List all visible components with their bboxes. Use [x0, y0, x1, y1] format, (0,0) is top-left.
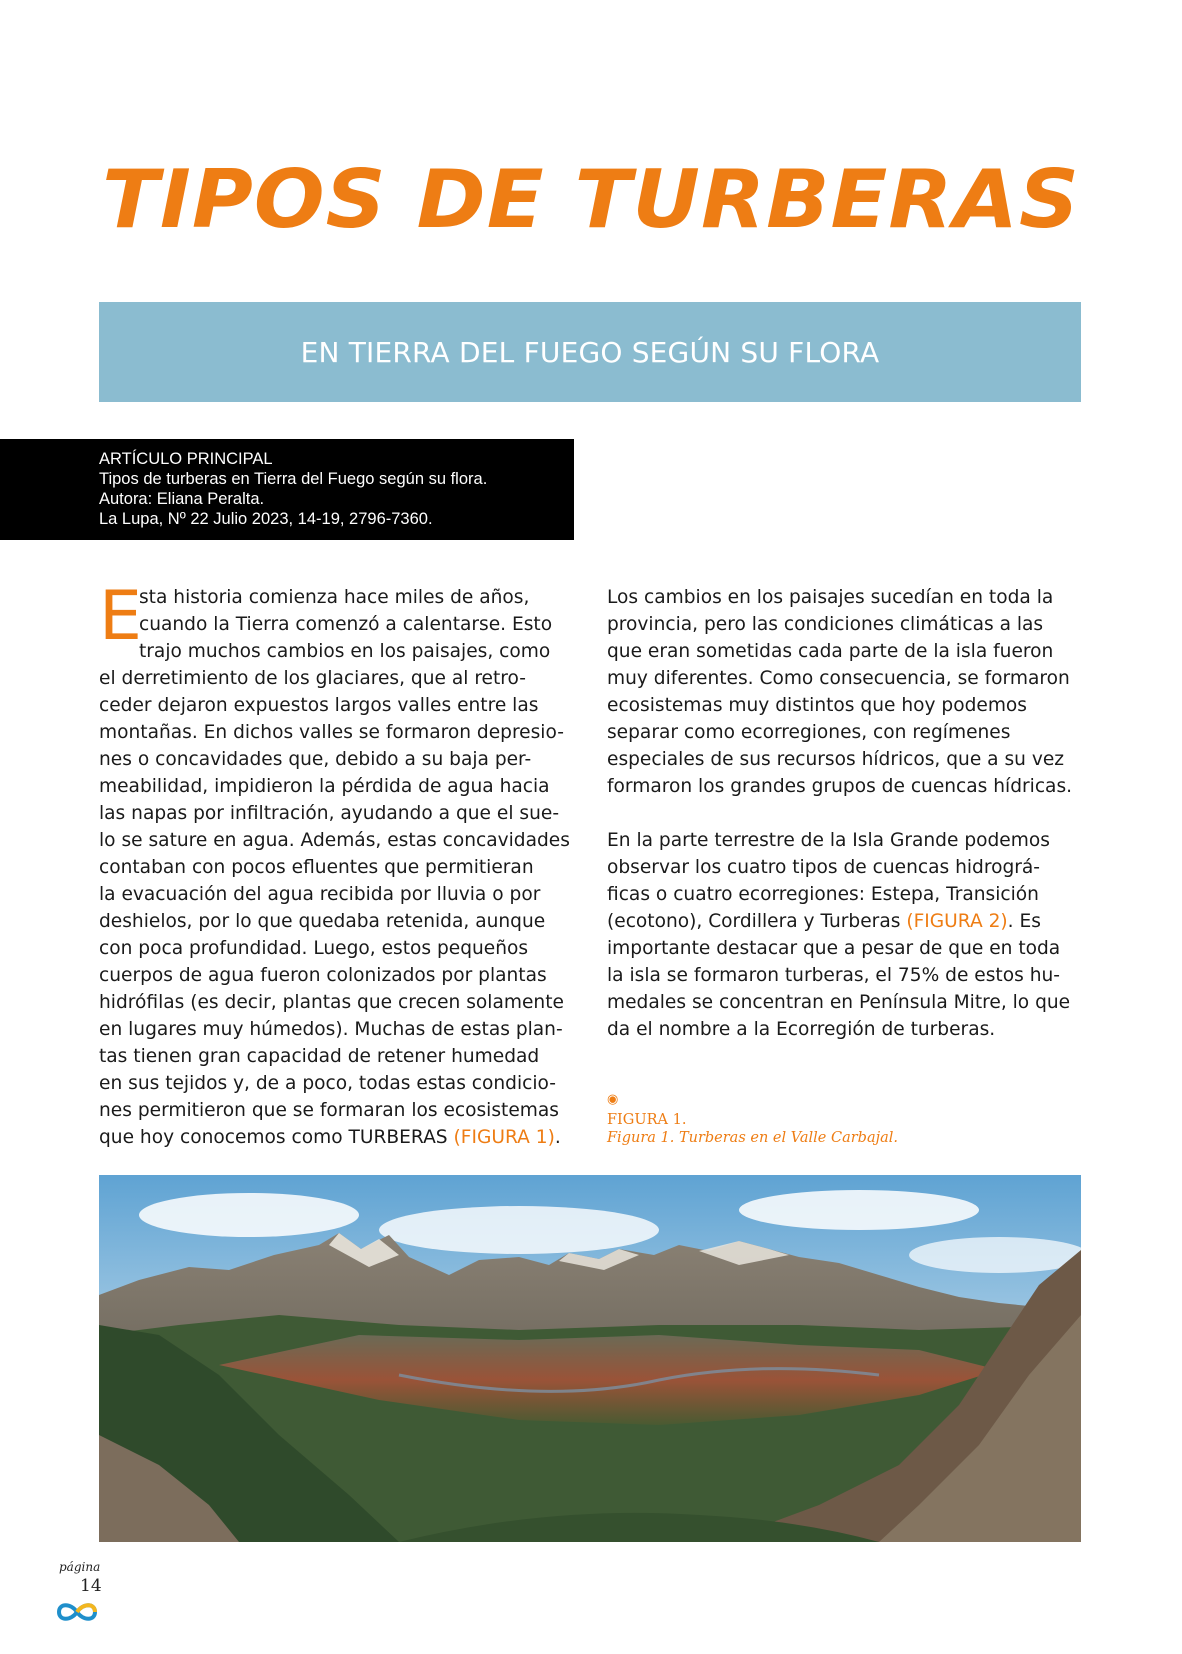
- body-line: ficas o cuatro ecorregiones: Estepa, Transición: [607, 884, 1039, 905]
- body-line: cuerpos de agua fueron colonizados por plantas: [99, 965, 547, 986]
- body-line: da el nombre a la Ecorregión de turberas.: [607, 1019, 996, 1040]
- body-text: .: [554, 1127, 561, 1148]
- body-line: hidrófilas (es decir, plantas que crecen solamente: [99, 992, 564, 1013]
- body-line: muy diferentes. Como consecuencia, se formaron: [607, 668, 1070, 689]
- body-line: nes permitieron que se formaran los ecosistemas: [99, 1100, 559, 1121]
- body-paragraph: [607, 827, 1077, 1043]
- body-line: En la parte terrestre de la Isla Grande podemos: [607, 830, 1050, 851]
- drop-cap: E: [99, 577, 142, 656]
- body-line: trajo muchos cambios en los paisajes, como: [139, 641, 551, 662]
- body-line: nes o concavidades que, debido a su baja per-: [99, 749, 532, 770]
- body-line: sta historia comienza hace miles de años,: [139, 587, 530, 608]
- footer-page-label: página: [59, 1560, 101, 1574]
- body-line: contaban con pocos efluentes que permitieran: [99, 857, 534, 878]
- page-number: 14: [80, 1576, 102, 1596]
- body-line: que eran sometidas cada parte de la isla fueron: [607, 641, 1054, 662]
- infinity-logo-icon: [55, 1601, 99, 1623]
- body-text: (ecotono), Cordillera y Turberas: [607, 911, 907, 932]
- body-text: que hoy conocemos como TURBERAS: [99, 1127, 454, 1148]
- body-line: provincia, pero las condiciones climáticas a las: [607, 614, 1044, 635]
- landscape-photo: [99, 1175, 1081, 1542]
- body-line: montañas. En dichos valles se formaron depresio-: [99, 722, 564, 743]
- body-line: medales se concentran en Península Mitre, lo que: [607, 992, 1071, 1013]
- body-line: deshielos, por lo que quedaba retenida, aunque: [99, 911, 546, 932]
- body-line: tas tienen gran capacidad de retener humedad: [99, 1046, 540, 1067]
- body-line: lo se sature en agua. Además, estas concavidades: [99, 830, 570, 851]
- body-line: ecosistemas muy distintos que hoy podemos: [607, 695, 1027, 716]
- body-line: la isla se formaron turberas, el 75% de estos hu-: [607, 965, 1060, 986]
- body-line: ceder dejaron expuestos largos valles entre las: [99, 695, 539, 716]
- body-line: con poca profundidad. Luego, estos pequeños: [99, 938, 529, 959]
- body-line: en lugares muy húmedos). Muchas de estas plan-: [99, 1019, 563, 1040]
- body-line: las napas por infiltración, ayudando a que el sue-: [99, 803, 560, 824]
- figure-2-link[interactable]: (FIGURA 2): [906, 911, 1008, 932]
- body-line: formaron los grandes grupos de cuencas hídricas.: [607, 776, 1073, 797]
- body-text: . Es: [1007, 911, 1041, 932]
- reference-citation: La Lupa, Nº 22 Julio 2023, 14-19, 2796-7360.: [99, 510, 433, 528]
- body-paragraph: [99, 577, 570, 1151]
- body-column-right: [607, 584, 1077, 1043]
- body-line: el derretimiento de los glaciares, que al retro-: [99, 668, 526, 689]
- page-title: TIPOS DE TURBERAS: [102, 153, 1080, 246]
- body-paragraph: [607, 584, 1077, 800]
- figure-caption: [607, 1093, 898, 1147]
- body-line: en sus tejidos y, de a poco, todas estas condicio-: [99, 1073, 556, 1094]
- landscape-photo-graphic: [99, 1175, 1081, 1542]
- caption-text: Figura 1. Turberas en el Valle Carbajal.: [607, 1130, 898, 1146]
- magnifier-icon: ◉: [607, 1092, 619, 1107]
- body-line: la evacuación del agua recibida por lluvia o por: [99, 884, 541, 905]
- figure-1-link[interactable]: (FIGURA 1): [453, 1127, 555, 1148]
- subtitle-banner: [99, 302, 1081, 402]
- body-line-last: [99, 1124, 569, 1151]
- caption-label: FIGURA 1.: [607, 1112, 687, 1128]
- body-line: meabilidad, impidieron la pérdida de agua hacia: [99, 776, 550, 797]
- body-line: importante destacar que a pesar de que en toda: [607, 938, 1061, 959]
- body-line: Los cambios en los paisajes sucedían en toda la: [607, 587, 1054, 608]
- body-line: cuando la Tierra comenzó a calentarse. Esto: [139, 614, 553, 635]
- reference-title: Tipos de turberas en Tierra del Fuego según su flora.: [99, 470, 488, 488]
- reference-author: Autora: Eliana Peralta.: [99, 490, 265, 508]
- reference-heading: ARTÍCULO PRINCIPAL: [99, 450, 273, 468]
- body-line: especiales de sus recursos hídricos, que a su vez: [607, 749, 1065, 770]
- body-line: observar los cuatro tipos de cuencas hidrográ-: [607, 857, 1041, 878]
- body-line: [607, 908, 1077, 935]
- subtitle-text: EN TIERRA DEL FUEGO SEGÚN SU FLORA: [300, 335, 880, 369]
- body-column-left: [99, 577, 570, 1151]
- body-line: separar como ecorregiones, con regímenes: [607, 722, 1011, 743]
- article-reference-box: [0, 439, 574, 540]
